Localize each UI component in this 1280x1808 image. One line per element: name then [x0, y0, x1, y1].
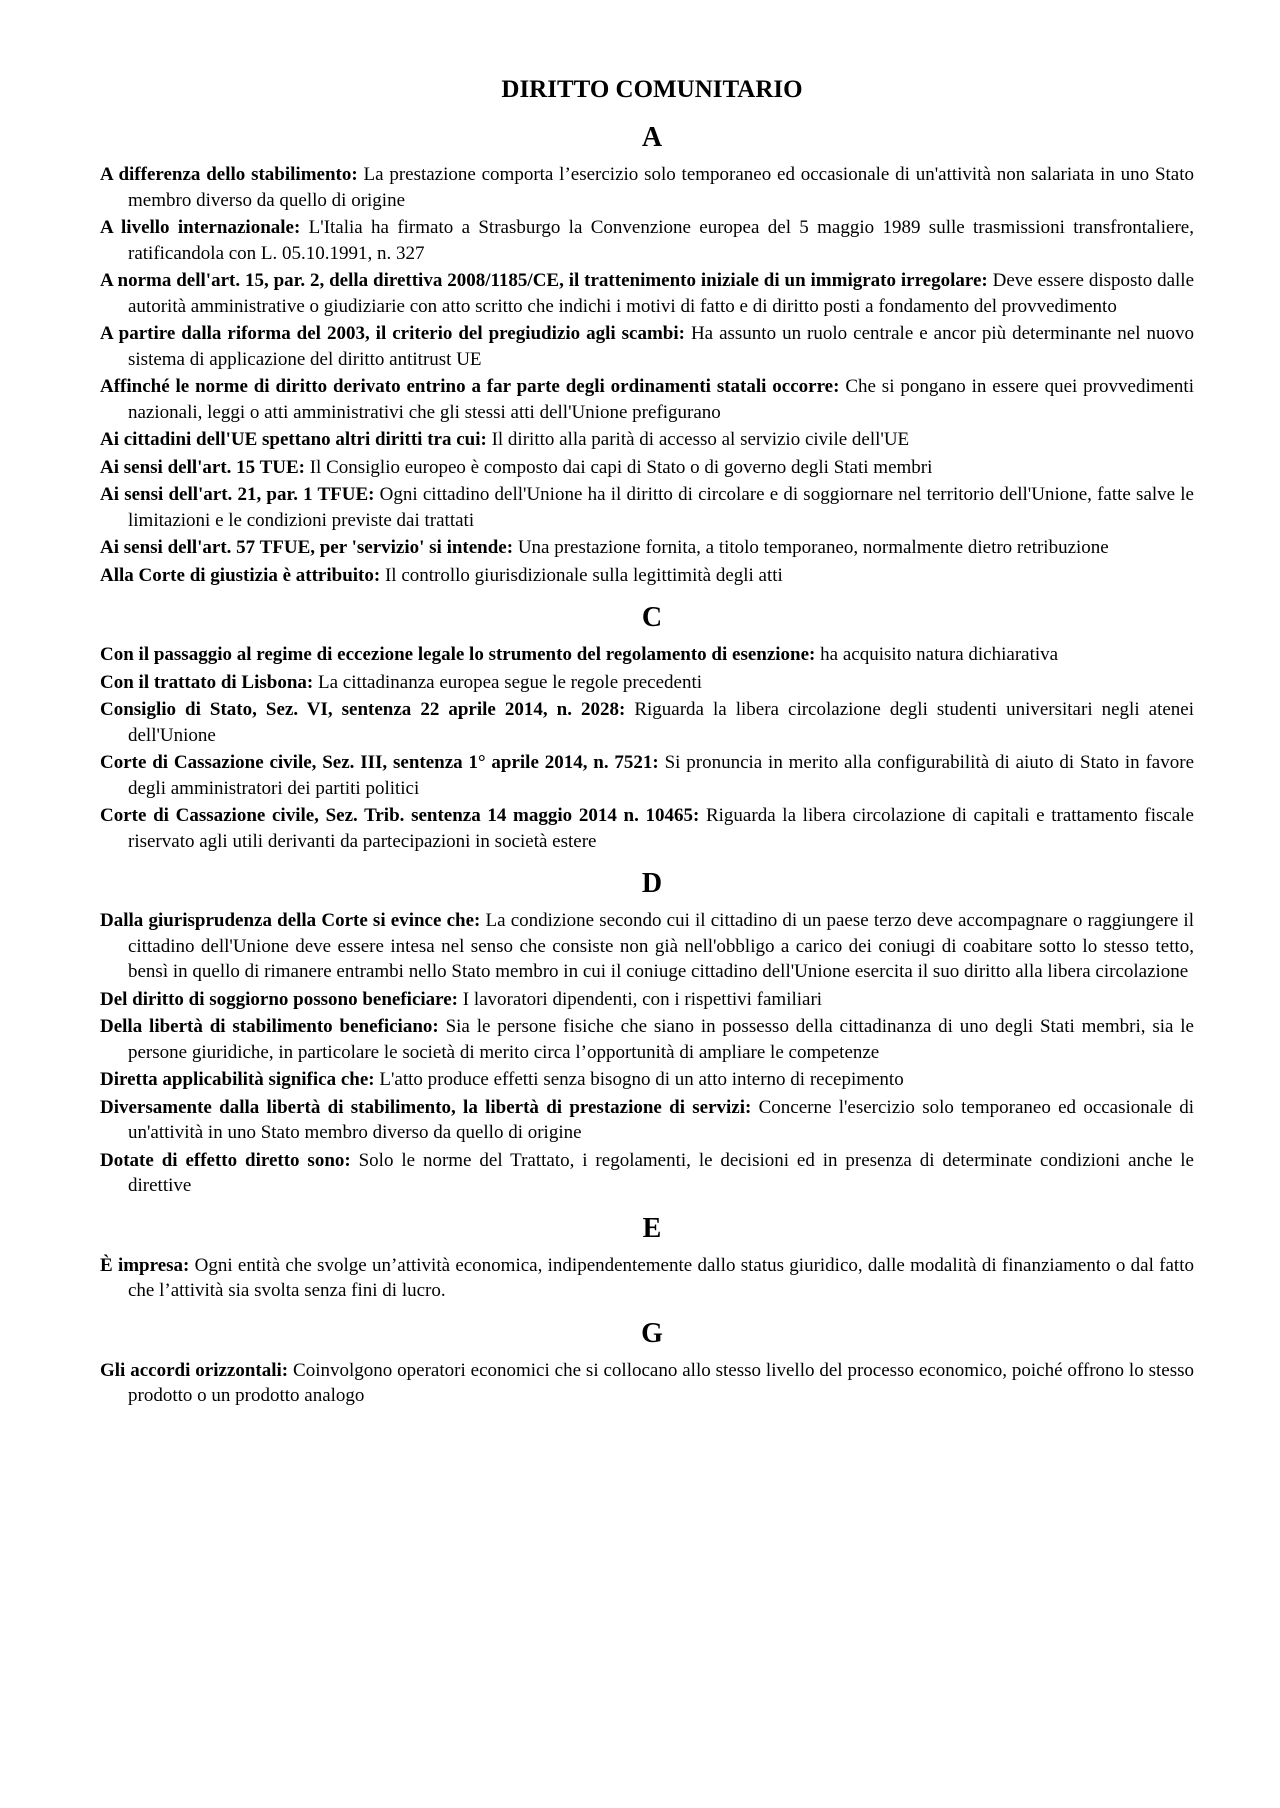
entry-term: A norma dell'art. 15, par. 2, della direttiva 2008/1185/CE, il trattenimento iniziale di un immigrato irregolare: — [100, 270, 988, 291]
entry-term: Corte di Cassazione civile, Sez. Trib. sentenza 14 maggio 2014 n. 10465: — [100, 805, 700, 826]
glossary-entry — [100, 215, 1194, 266]
entry-definition: L'atto produce effetti senza bisogno di un atto interno di recepimento — [374, 1069, 904, 1090]
entry-definition: Sia le persone fisiche che siano in possesso della cittadinanza di uno degli Stati membri, sia le persone giuridiche, in particolare le società di merito circa l’opportunità di ampliare le competenze — [128, 1016, 1194, 1063]
entry-term: Con il trattato di Lisbona: — [100, 671, 314, 693]
entry-definition: ha acquisito natura dichiarativa — [815, 644, 1059, 665]
glossary-entry — [100, 268, 1194, 319]
entry-term: Dotate di effetto diretto sono: — [100, 1149, 351, 1171]
entry-term: Corte di Cassazione civile, Sez. III, sentenza 1° aprile 2014, n. 7521: — [100, 752, 659, 773]
entry-definition: La prestazione comporta l’esercizio solo temporaneo ed occasionale di un'attività non salariata in uno Stato membro diverso da quello di origine — [128, 164, 1195, 211]
entry-definition: Coinvolgono operatori economici che si collocano allo stesso livello del processo economico, poiché offrono lo stesso prodotto o un prodotto analogo — [128, 1359, 1195, 1406]
glossary-entry — [100, 803, 1194, 854]
glossary-entry — [100, 1148, 1194, 1199]
glossary-section-e — [100, 1211, 1194, 1304]
entry-definition: Concerne l'esercizio solo temporaneo ed occasionale di un'attività in uno Stato membro diverso da quello di origine — [128, 1096, 1194, 1143]
glossary-entry — [100, 162, 1194, 213]
entry-definition: Ogni cittadino dell'Unione ha il diritto di circolare e di soggiornare nel territorio dell'Unione, fatte salve le limitazioni e le condizioni previste dai trattati — [128, 484, 1194, 531]
section-letter-heading: C — [641, 602, 663, 633]
glossary-section-g — [100, 1316, 1194, 1409]
glossary-entry — [100, 1095, 1194, 1146]
entry-term: A differenza dello stabilimento: — [100, 164, 358, 185]
entry-term: A livello internazionale: — [100, 217, 301, 238]
section-letter-heading: D — [641, 868, 663, 899]
entry-definition: Il diritto alla parità di accesso al servizio civile dell'UE — [486, 429, 910, 450]
glossary-entry — [100, 374, 1194, 425]
glossary-entry — [100, 670, 1194, 696]
glossary-section-c — [100, 600, 1194, 854]
entry-definition: Una prestazione fornita, a titolo temporaneo, normalmente dietro retribuzione — [513, 537, 1109, 558]
entry-definition: Deve essere disposto dalle autorità amministrative o giudiziarie con atto scritto che indichi i motivi di fatto e di diritto posti a fondamento del provvedimento — [128, 270, 1194, 317]
glossary-entry — [100, 427, 1194, 453]
entry-definition: Solo le norme del Trattato, i regolamenti, le decisioni ed in presenza di determinate condizioni anche le direttive — [128, 1149, 1194, 1196]
glossary-entry — [100, 642, 1194, 668]
entry-definition: Riguarda la libera circolazione degli studenti universitari negli atenei dell'Unione — [128, 699, 1194, 746]
glossary-entry — [100, 482, 1194, 533]
glossary-sections — [100, 120, 1194, 1409]
glossary-entry — [100, 535, 1194, 561]
entry-definition: La condizione secondo cui il cittadino di un paese terzo deve accompagnare o raggiungere il cittadino dell'Unione deve essere intesa nel senso che consiste non già nell'obbligo a carico dei coniugi di coabitare sotto lo stesso tetto, bensì in quello di rimanere entrambi nello Stato membro in cui il coniuge cittadino dell'Unione esercita il suo diritto alla libera circolazione — [128, 910, 1194, 982]
entry-term: Ai sensi dell'art. 57 TFUE, per 'servizio' si intende: — [100, 537, 514, 558]
entry-term: Ai sensi dell'art. 21, par. 1 TFUE: — [100, 484, 375, 505]
glossary-entry — [100, 1358, 1194, 1409]
glossary-entry — [100, 1253, 1194, 1304]
entry-term: Del diritto di soggiorno possono beneficiare: — [100, 988, 459, 1010]
glossary-entry — [100, 908, 1194, 985]
entry-term: Alla Corte di giustizia è attribuito: — [100, 564, 381, 586]
section-letter-heading: G — [641, 1317, 663, 1349]
glossary-section-a — [100, 120, 1194, 588]
entry-term: Ai cittadini dell'UE spettano altri diritti tra cui: — [100, 429, 487, 450]
document-title: DIRITTO COMUNITARIO — [501, 76, 803, 103]
glossary-entry — [100, 697, 1194, 748]
entry-term: A partire dalla riforma del 2003, il criterio del pregiudizio agli scambi: — [100, 323, 685, 344]
entry-definition: La cittadinanza europea segue le regole precedenti — [313, 671, 703, 693]
glossary-entry — [100, 321, 1194, 372]
entry-term: Gli accordi orizzontali: — [100, 1359, 289, 1381]
section-letter-heading: E — [642, 1212, 662, 1244]
section-letter-heading: A — [641, 122, 663, 153]
entry-term: È impresa: — [100, 1254, 190, 1276]
entry-definition: Ha assunto un ruolo centrale e ancor più determinante nel nuovo sistema di applicazione del diritto antitrust UE — [128, 323, 1194, 370]
glossary-entry — [100, 750, 1194, 801]
entry-term: Consiglio di Stato, Sez. VI, sentenza 22 aprile 2014, n. 2028: — [100, 699, 626, 720]
glossary-entry — [100, 1014, 1194, 1065]
entry-term: Diretta applicabilità significa che: — [100, 1069, 375, 1090]
entry-term: Diversamente dalla libertà di stabilimento, la libertà di prestazione di servizi: — [100, 1096, 752, 1118]
entry-definition: L'Italia ha firmato a Strasburgo la Convenzione europea del 5 maggio 1989 sulle trasmissioni transfrontaliere, ratificandola con L. 05.10.1991, n. 327 — [128, 217, 1194, 264]
entry-term: Dalla giurisprudenza della Corte si evince che: — [100, 910, 481, 931]
entry-term: Ai sensi dell'art. 15 TUE: — [100, 456, 305, 478]
entry-definition: Si pronuncia in merito alla configurabilità di aiuto di Stato in favore degli amministratori dei partiti politici — [128, 752, 1195, 799]
entry-term: Affinché le norme di diritto derivato entrino a far parte degli ordinamenti statali occorre: — [100, 376, 840, 397]
entry-definition: Che si pongano in essere quei provvedimenti nazionali, leggi o atti amministrativi che gli stessi atti dell'Unione prefigurano — [128, 376, 1194, 423]
entry-definition: Riguarda la libera circolazione di capitali e trattamento fiscale riservato agli utili derivanti da partecipazioni in società estere — [128, 805, 1194, 852]
entry-term: Con il passaggio al regime di eccezione legale lo strumento del regolamento di esenzione: — [100, 644, 816, 665]
glossary-entry — [100, 987, 1194, 1013]
entry-definition: Ogni entità che svolge un’attività economica, indipendentemente dallo status giuridico, dalle modalità di finanziamento o dal fatto che l’attività sia svolta senza fini di lucro. — [128, 1254, 1194, 1301]
glossary-entry — [100, 1067, 1194, 1093]
entry-definition: Il Consiglio europeo è composto dai capi di Stato o di governo degli Stati membri — [304, 456, 933, 478]
glossary-entry — [100, 563, 1194, 589]
glossary-section-d — [100, 866, 1194, 1199]
entry-definition: I lavoratori dipendenti, con i rispettivi familiari — [458, 988, 823, 1010]
glossary-entry — [100, 455, 1194, 481]
entry-definition: Il controllo giurisdizionale sulla legittimità degli atti — [380, 564, 783, 586]
entry-term: Della libertà di stabilimento beneficiano: — [100, 1016, 439, 1037]
